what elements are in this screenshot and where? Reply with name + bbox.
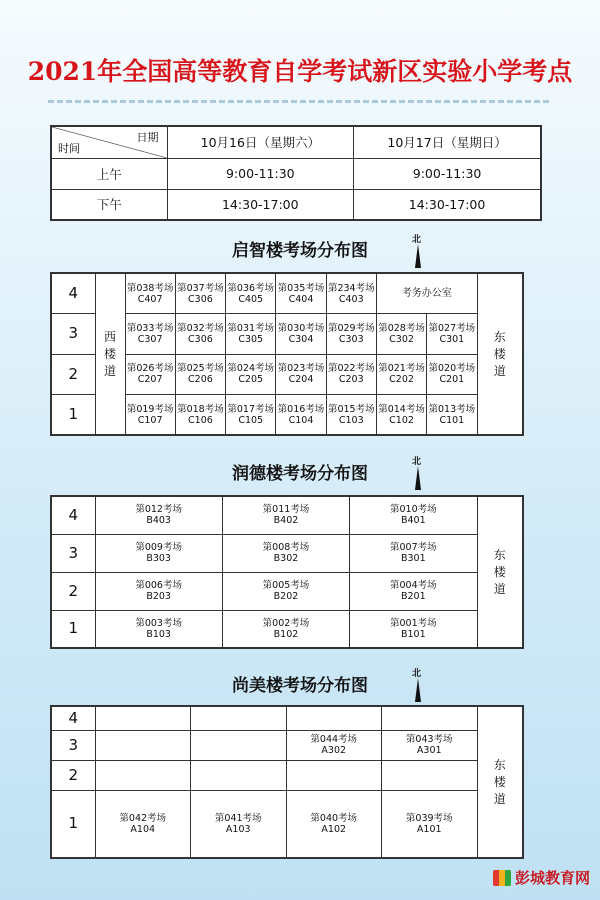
room-name: 第008考场 — [262, 542, 310, 553]
north-label: 北 — [412, 669, 422, 679]
exam-room-cell — [350, 572, 477, 610]
watermark-logo — [493, 867, 590, 888]
room-code: C306 — [188, 333, 213, 345]
exam-room-cell — [286, 730, 382, 760]
north-arrow-icon — [410, 668, 422, 704]
floor-number: 2 — [51, 354, 95, 395]
empty-room-cell — [382, 706, 478, 730]
room-name: 第026考场 — [126, 363, 174, 375]
floor-row — [51, 572, 523, 610]
room-name: 第007考场 — [390, 542, 437, 553]
session-time: 14:30-17:00 — [167, 189, 354, 220]
room-name: 第038考场 — [126, 282, 174, 294]
floor-row — [51, 610, 523, 648]
floor-row — [51, 730, 523, 760]
session-label-afternoon: 下午 — [51, 189, 167, 220]
floor-number: 4 — [51, 706, 95, 730]
room-code: B302 — [273, 553, 299, 564]
exam-room-cell — [226, 273, 276, 314]
room-name: 第005考场 — [262, 580, 310, 591]
room-code: B303 — [146, 553, 171, 564]
room-code: C306 — [188, 293, 213, 305]
room-code: B301 — [401, 553, 426, 564]
session-time: 14:30-17:00 — [354, 189, 541, 220]
floor-row — [51, 706, 523, 730]
exam-room-cell — [382, 730, 478, 760]
exam-room-cell — [226, 314, 276, 355]
room-code: B202 — [273, 591, 299, 602]
room-name: 第017考场 — [227, 403, 275, 415]
exam-room-cell — [226, 354, 276, 395]
empty-room-cell — [95, 730, 191, 760]
room-name: 第012考场 — [135, 504, 182, 516]
room-name: 第020考场 — [428, 363, 476, 375]
room-name: 第010考场 — [390, 504, 437, 516]
session-time: 9:00-11:30 — [167, 158, 354, 189]
floor-row — [51, 496, 523, 534]
exam-room-cell — [326, 354, 376, 395]
empty-room-cell — [191, 760, 287, 790]
exam-room-cell — [226, 395, 276, 436]
floor-number: 3 — [51, 314, 95, 355]
room-code: C304 — [288, 333, 314, 345]
exam-room-cell — [175, 395, 225, 436]
room-code: C305 — [238, 333, 264, 345]
room-name: 第042考场 — [119, 812, 167, 824]
session-label-morning: 上午 — [51, 158, 167, 189]
exam-room-cell — [191, 790, 287, 858]
exam-room-cell — [125, 314, 175, 355]
room-code: C106 — [188, 414, 213, 426]
room-code: C407 — [137, 293, 163, 305]
room-name: 第030考场 — [277, 322, 325, 334]
room-name: 第004考场 — [390, 580, 437, 591]
room-code: C107 — [137, 414, 163, 426]
room-name: 第016考场 — [277, 403, 325, 415]
room-name: 第036考场 — [227, 282, 275, 294]
room-name: 第032考场 — [177, 322, 224, 334]
exam-room-cell — [276, 273, 326, 314]
floor-number: 1 — [51, 610, 95, 648]
room-name: 第011考场 — [262, 504, 310, 516]
north-label: 北 — [412, 457, 422, 467]
room-name: 第035考场 — [277, 282, 325, 294]
room-code: C204 — [288, 374, 314, 386]
room-code: C301 — [439, 333, 465, 345]
room-name: 第015考场 — [327, 403, 375, 415]
title-divider — [48, 100, 552, 103]
exam-office: 考务办公室 — [376, 273, 477, 314]
exam-room-cell — [286, 790, 382, 858]
floor-number: 2 — [51, 760, 95, 790]
room-name: 第013考场 — [428, 403, 476, 415]
exam-room-cell — [382, 790, 478, 858]
empty-room-cell — [286, 706, 382, 730]
floor-row — [51, 790, 523, 858]
room-code: C206 — [188, 374, 213, 386]
empty-room-cell — [95, 760, 191, 790]
room-name: 第031考场 — [227, 322, 275, 334]
empty-room-cell — [191, 706, 287, 730]
exam-room-cell — [427, 395, 477, 436]
room-code: C302 — [389, 333, 414, 345]
exam-room-cell — [326, 273, 376, 314]
shangmei-title: 尚美楼考场分布图 — [232, 676, 368, 696]
exam-room-cell — [276, 395, 326, 436]
page-title: 2021年全国高等教育自学考试新区实验小学考点 — [27, 57, 573, 86]
room-name: 第021考场 — [378, 363, 425, 375]
floor-number: 3 — [51, 534, 95, 572]
runde-title: 润德楼考场分布图 — [232, 464, 368, 484]
floor-row — [51, 534, 523, 572]
room-code: B401 — [401, 515, 426, 527]
exam-schedule-table — [50, 125, 542, 221]
room-name: 第029考场 — [327, 322, 375, 334]
exam-room-cell — [276, 354, 326, 395]
room-code: A302 — [321, 745, 347, 756]
room-code: C205 — [238, 374, 264, 386]
room-name: 第003考场 — [135, 617, 182, 629]
room-code: C307 — [137, 333, 163, 345]
exam-room-cell — [222, 496, 349, 534]
exam-room-cell — [376, 395, 426, 436]
schedule-corner-header — [51, 126, 167, 158]
room-name: 第043考场 — [405, 734, 453, 745]
time-header: 时间 — [58, 141, 80, 155]
room-code: B101 — [401, 628, 426, 640]
room-name: 第019考场 — [126, 403, 174, 415]
room-code: B403 — [146, 515, 171, 527]
exam-room-cell — [95, 496, 222, 534]
room-name: 第041考场 — [214, 812, 262, 824]
exam-room-cell — [350, 496, 477, 534]
room-name: 第044考场 — [310, 734, 358, 745]
room-code: A102 — [321, 823, 347, 835]
empty-room-cell — [191, 730, 287, 760]
exam-room-cell — [326, 395, 376, 436]
room-code: C203 — [338, 374, 364, 386]
east-corridor: 东 楼 道 — [477, 496, 523, 648]
north-label: 北 — [412, 235, 422, 245]
room-code: B201 — [401, 591, 426, 602]
runde-floor-plan — [50, 495, 524, 649]
room-code: A104 — [130, 823, 156, 835]
floor-number: 1 — [51, 395, 95, 436]
room-name: 第009考场 — [135, 542, 182, 553]
floor-number: 1 — [51, 790, 95, 858]
room-code: C303 — [338, 333, 364, 345]
room-code: A103 — [225, 823, 251, 835]
exam-room-cell — [175, 354, 225, 395]
room-code: B103 — [146, 628, 171, 640]
room-code: B203 — [146, 591, 171, 602]
exam-room-cell — [222, 534, 349, 572]
exam-room-cell — [95, 534, 222, 572]
west-corridor: 西 楼 道 — [95, 273, 125, 435]
room-name: 第022考场 — [327, 363, 375, 375]
exam-room-cell — [95, 572, 222, 610]
shangmei-floor-plan — [50, 705, 524, 859]
north-arrow-icon — [410, 234, 422, 270]
exam-room-cell — [276, 314, 326, 355]
room-name: 第001考场 — [390, 617, 437, 629]
room-code: C102 — [389, 414, 414, 426]
exam-room-cell — [125, 273, 175, 314]
room-name: 第018考场 — [177, 403, 224, 415]
room-name: 第039考场 — [405, 812, 453, 824]
room-name: 第037考场 — [177, 282, 224, 294]
room-name: 第006考场 — [135, 580, 182, 591]
floor-number: 2 — [51, 572, 95, 610]
floor-number: 4 — [51, 273, 95, 314]
room-code: C101 — [439, 414, 465, 426]
room-name: 第027考场 — [428, 322, 476, 334]
room-name: 第024考场 — [227, 363, 275, 375]
book-logo-icon — [493, 870, 511, 886]
room-name: 第033考场 — [126, 322, 174, 334]
exam-room-cell — [125, 354, 175, 395]
empty-room-cell — [95, 706, 191, 730]
room-code: A101 — [416, 823, 442, 835]
exam-room-cell — [350, 610, 477, 648]
exam-room-cell — [95, 610, 222, 648]
exam-room-cell — [222, 572, 349, 610]
room-name: 第028考场 — [378, 322, 425, 334]
exam-room-cell — [427, 314, 477, 355]
exam-room-cell — [326, 314, 376, 355]
room-code: C103 — [338, 414, 364, 426]
exam-room-cell — [175, 273, 225, 314]
qizhi-floor-plan — [50, 272, 524, 436]
room-code: C403 — [338, 293, 364, 305]
floor-number: 3 — [51, 730, 95, 760]
date-header: 日期 — [136, 131, 159, 144]
room-code: C105 — [238, 414, 264, 426]
empty-room-cell — [286, 760, 382, 790]
floor-number: 4 — [51, 496, 95, 534]
watermark-text: 彭城教育网 — [514, 869, 590, 887]
floor-row — [51, 760, 523, 790]
session-time: 9:00-11:30 — [354, 158, 541, 189]
east-corridor: 东 楼 道 — [477, 273, 523, 435]
floor-row — [51, 273, 523, 314]
exam-room-cell — [175, 314, 225, 355]
exam-room-cell — [222, 610, 349, 648]
room-code: C202 — [389, 374, 414, 386]
room-code: C201 — [439, 374, 465, 386]
room-name: 第025考场 — [177, 363, 224, 375]
exam-room-cell — [350, 534, 477, 572]
room-code: C405 — [238, 293, 264, 305]
room-code: C207 — [137, 374, 163, 386]
room-name: 第023考场 — [277, 363, 325, 375]
room-name: 第002考场 — [262, 617, 310, 629]
room-code: C104 — [288, 414, 314, 426]
day-header-1: 10月16日（星期六） — [167, 126, 354, 158]
exam-room-cell — [427, 354, 477, 395]
room-code: B402 — [273, 515, 299, 527]
exam-room-cell — [125, 395, 175, 436]
exam-room-cell — [376, 354, 426, 395]
exam-room-cell — [95, 790, 191, 858]
room-code: C404 — [288, 293, 314, 305]
day-header-2: 10月17日（星期日） — [354, 126, 541, 158]
qizhi-title: 启智楼考场分布图 — [232, 241, 368, 261]
east-corridor: 东 楼 道 — [477, 706, 523, 858]
room-name: 第234考场 — [327, 282, 375, 294]
north-arrow-icon — [410, 456, 422, 492]
exam-room-cell — [376, 314, 426, 355]
room-name: 第014考场 — [378, 403, 425, 415]
empty-room-cell — [382, 760, 478, 790]
room-code: A301 — [416, 745, 442, 756]
room-code: B102 — [273, 628, 299, 640]
room-name: 第040考场 — [310, 812, 358, 824]
